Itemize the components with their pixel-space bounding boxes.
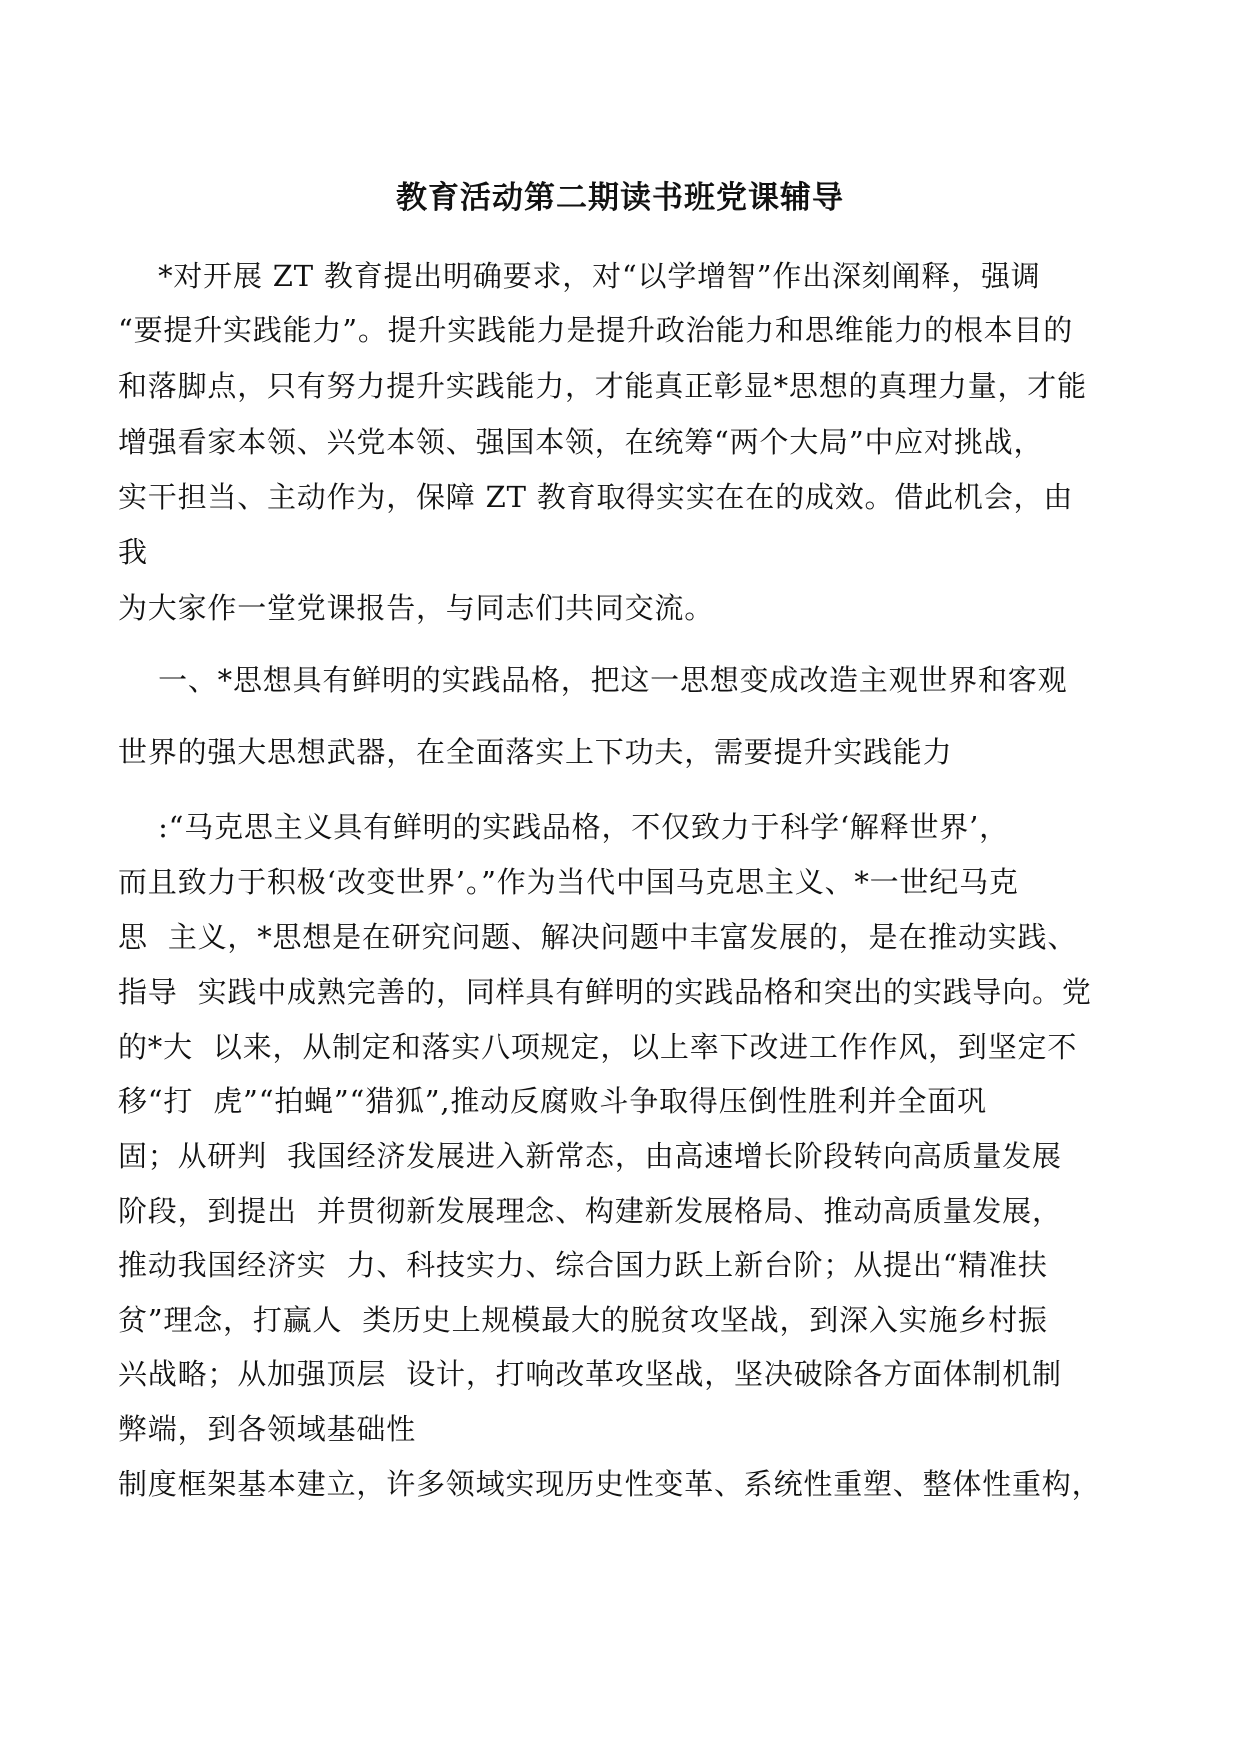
body-line: 的*大 以来，从制定和落实八项规定，以上率下改进工作作风，到坚定不 bbox=[118, 1030, 1078, 1064]
body-line: 阶段，到提出 并贯彻新发展理念、构建新发展格局、推动高质量发展， bbox=[118, 1194, 1062, 1228]
body-line: 和落脚点，只有努力提升实践能力，才能真正彰显*思想的真理力量，才能 bbox=[118, 369, 1087, 403]
body-line: 增强看家本领、兴党本领、强国本领，在统筹“两个大局”中应对挑战， bbox=[118, 425, 1044, 459]
body-line: 固；从研判 我国经济发展进入新常态，由高速增长阶段转向高质量发展 bbox=[118, 1139, 1062, 1173]
body-line: *对开展 ZT 教育提出明确要求，对“以学增智”作出深刻阐释，强调 bbox=[118, 259, 1041, 293]
body-line: 弊端，到各领域基础性 bbox=[118, 1412, 417, 1446]
body-line: 贫”理念，打赢人 类历史上规模最大的脱贫攻坚战，到深入实施乡村振 bbox=[118, 1303, 1048, 1337]
body-line: 而且致力于积极‘改变世界’。”作为当代中国马克思主义、*一世纪马克 bbox=[118, 865, 1019, 899]
body-line: 我 bbox=[118, 535, 148, 569]
body-line: 指导 实践中成熟完善的，同样具有鲜明的实践品格和突出的实践导向。党 bbox=[118, 975, 1092, 1009]
body-line: 世界的强大思想武器，在全面落实上下功夫，需要提升实践能力 bbox=[118, 735, 953, 769]
body-line: 思 主义，*思想是在研究问题、解决问题中丰富发展的，是在推动实践、 bbox=[118, 920, 1078, 954]
body-line: 移“打 虎”“拍蝇”“猎狐”,推动反腐败斗争取得压倒性胜利并全面巩 bbox=[118, 1084, 987, 1118]
body-line: 为大家作一堂党课报告，与同志们共同交流。 bbox=[118, 591, 715, 625]
document-title: 教育活动第二期读书班党课辅导 bbox=[396, 180, 844, 216]
body-line: 实干担当、主动作为，保障 ZT 教育取得实实在在的成效。借此机会，由 bbox=[118, 480, 1074, 514]
body-line: 制度框架基本建立，许多领域实现历史性变革、系统性重塑、整体性重构， bbox=[118, 1467, 1102, 1501]
body-line: 兴战略；从加强顶层 设计，打响改革攻坚战，坚决破除各方面体制机制 bbox=[118, 1357, 1062, 1391]
body-line: “要提升实践能力”。提升实践能力是提升政治能力和思维能力的根本目的 bbox=[118, 313, 1074, 347]
body-line: :“马克思主义具有鲜明的实践品格，不仅致力于科学‘解释世界’， bbox=[118, 810, 1009, 844]
body-line: 推动我国经济实 力、科技实力、综合国力跃上新台阶；从提出“精准扶 bbox=[118, 1248, 1048, 1282]
body-line: 一、*思想具有鲜明的实践品格，把这一思想变成改造主观世界和客观 bbox=[118, 663, 1068, 697]
